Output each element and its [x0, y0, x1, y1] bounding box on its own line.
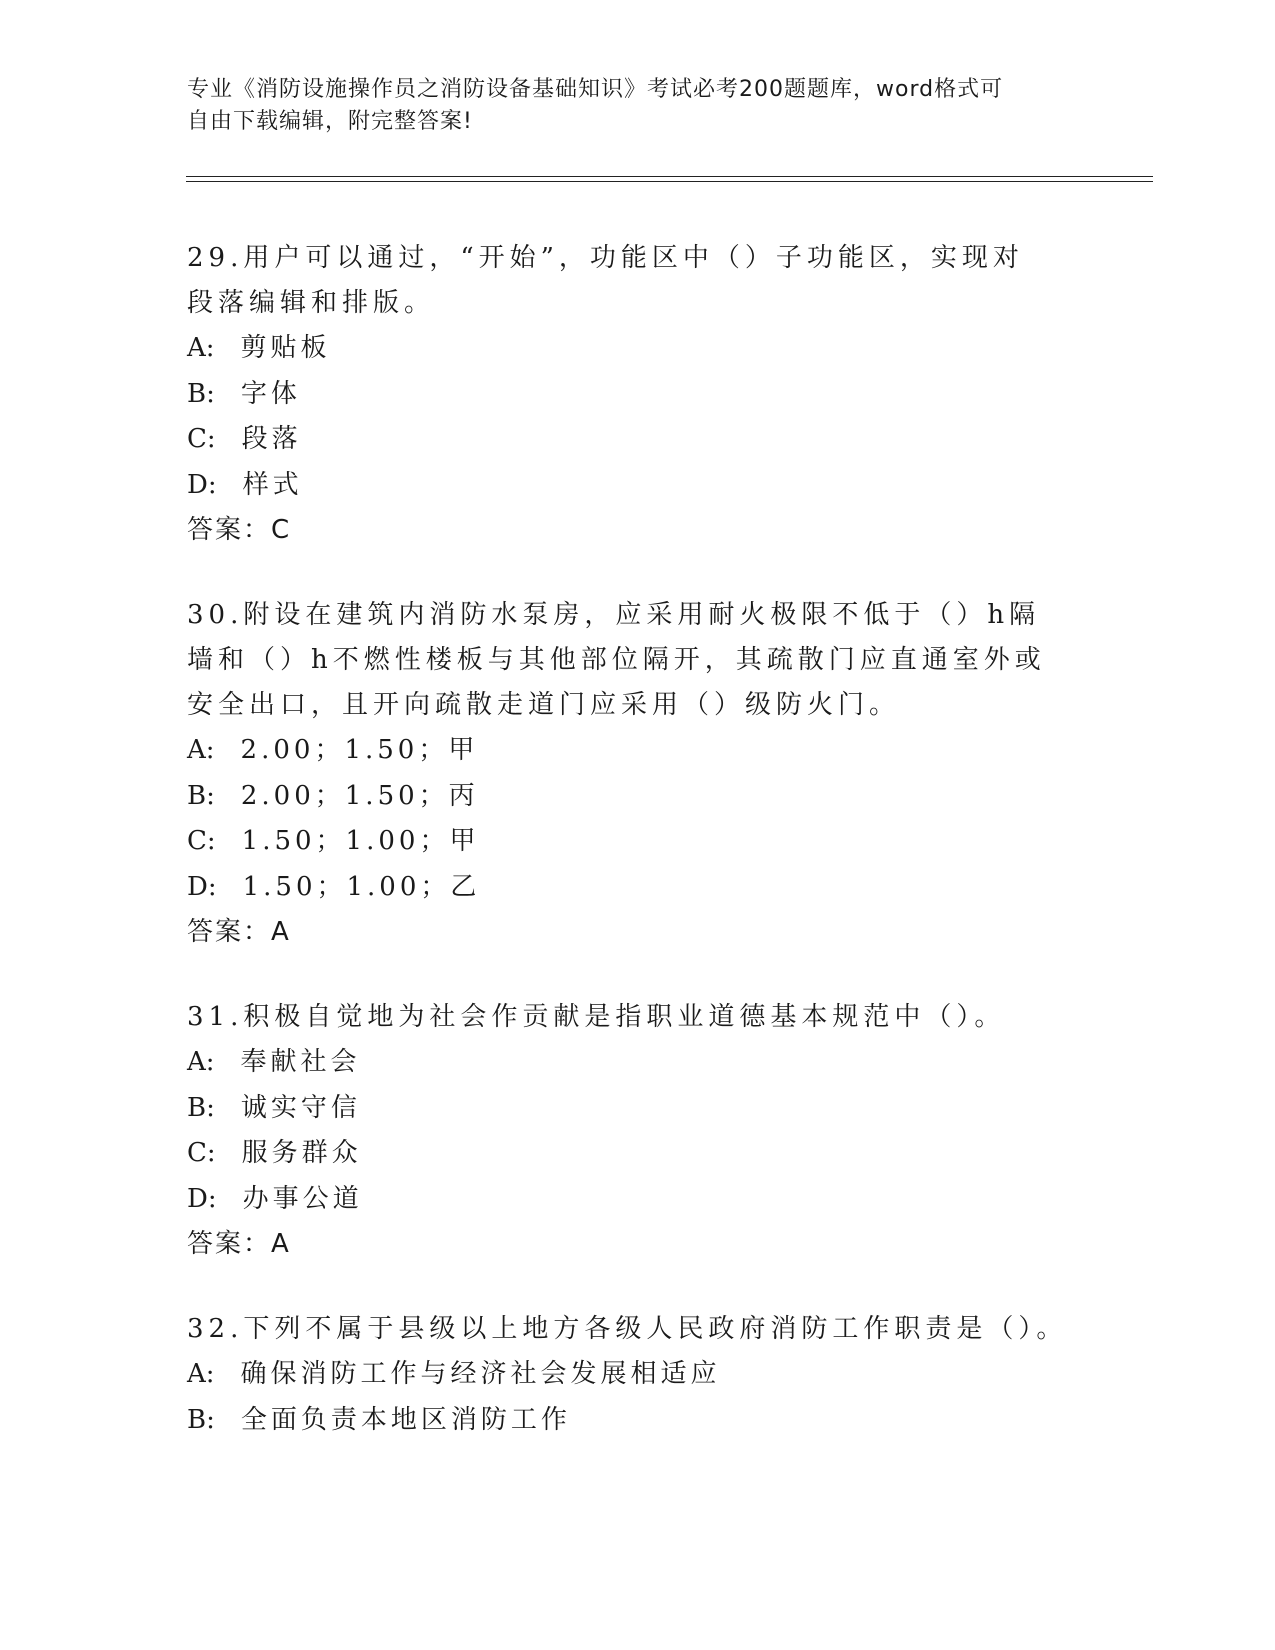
- option-b: [187, 372, 1087, 418]
- answer-key: 答案：A: [187, 1229, 291, 1259]
- option-c: [187, 819, 1087, 865]
- header-divider-top: [186, 176, 1153, 177]
- option-letter: C:: [187, 424, 216, 454]
- question-29: [187, 236, 1087, 553]
- option-text: 确保消防工作与经济社会发展相适应: [240, 1359, 721, 1389]
- option-a: [187, 326, 1087, 372]
- answer-key: 答案：C: [187, 515, 292, 545]
- option-b: [187, 774, 1087, 820]
- question-stem: 32.下列不属于县级以上地方各级人民政府消防工作职责是（）。: [187, 1314, 1068, 1344]
- option-a: [187, 728, 1087, 774]
- option-letter: D:: [187, 469, 217, 500]
- option-text: 全面负责本地区消防工作: [240, 1404, 571, 1435]
- option-letter: D:: [187, 1183, 217, 1214]
- option-letter: C:: [187, 826, 216, 856]
- answer-key: 答案：A: [187, 917, 291, 947]
- option-letter: B:: [187, 378, 215, 409]
- question-stem: 30.附设在建筑内消防水泵房，应采用耐火极限不低于（）h隔墙和（）h不燃性楼板与其他部位隔开，其疏散门应直通室外或安全出口，且开向疏散走道门应采用（）级防火门。: [187, 600, 1046, 720]
- question-30: [187, 593, 1087, 955]
- option-letter: A:: [187, 1047, 215, 1077]
- header-line-2: 自由下载编辑，附完整答案!: [187, 109, 473, 134]
- option-letter: A:: [187, 735, 215, 765]
- option-b: [187, 1398, 1087, 1444]
- option-a: [187, 1352, 1087, 1398]
- option-text: 1.50；1.00；甲: [241, 826, 480, 856]
- option-letter: C:: [187, 1138, 216, 1168]
- option-letter: A:: [187, 1359, 215, 1389]
- document-header: [187, 74, 1067, 138]
- option-letter: B:: [187, 1404, 215, 1435]
- option-letter: B:: [187, 1092, 215, 1123]
- option-letter: D:: [187, 871, 217, 902]
- option-text: 1.50；1.00；乙: [242, 871, 481, 902]
- option-text: 2.00；1.50；丙: [240, 780, 479, 811]
- option-c: [187, 1131, 1087, 1177]
- option-b: [187, 1086, 1087, 1132]
- question-31: [187, 995, 1087, 1267]
- option-d: [187, 865, 1087, 911]
- option-text: 诚实守信: [240, 1092, 361, 1123]
- question-32: [187, 1307, 1087, 1443]
- option-text: 服务群众: [241, 1138, 362, 1168]
- option-c: [187, 417, 1087, 463]
- option-text: 2.00；1.50；甲: [240, 735, 479, 765]
- option-text: 样式: [242, 469, 303, 500]
- option-a: [187, 1040, 1087, 1086]
- header-divider-bottom: [186, 181, 1153, 182]
- option-text: 办事公道: [242, 1183, 363, 1214]
- option-text: 字体: [240, 378, 301, 409]
- question-stem: 29.用户可以通过，“开始”，功能区中（）子功能区，实现对段落编辑和排版。: [187, 243, 1024, 318]
- option-d: [187, 1177, 1087, 1223]
- option-d: [187, 463, 1087, 509]
- option-letter: B:: [187, 780, 215, 811]
- option-text: 奉献社会: [240, 1047, 361, 1077]
- header-line-1: 专业《消防设施操作员之消防设备基础知识》考试必考200题题库，word格式可: [187, 77, 1004, 102]
- question-list: [187, 236, 1087, 1483]
- option-text: 段落: [241, 424, 302, 454]
- option-text: 剪贴板: [240, 333, 331, 363]
- option-letter: A:: [187, 333, 215, 363]
- question-stem: 31.积极自觉地为社会作贡献是指职业道德基本规范中（）。: [187, 1002, 1006, 1032]
